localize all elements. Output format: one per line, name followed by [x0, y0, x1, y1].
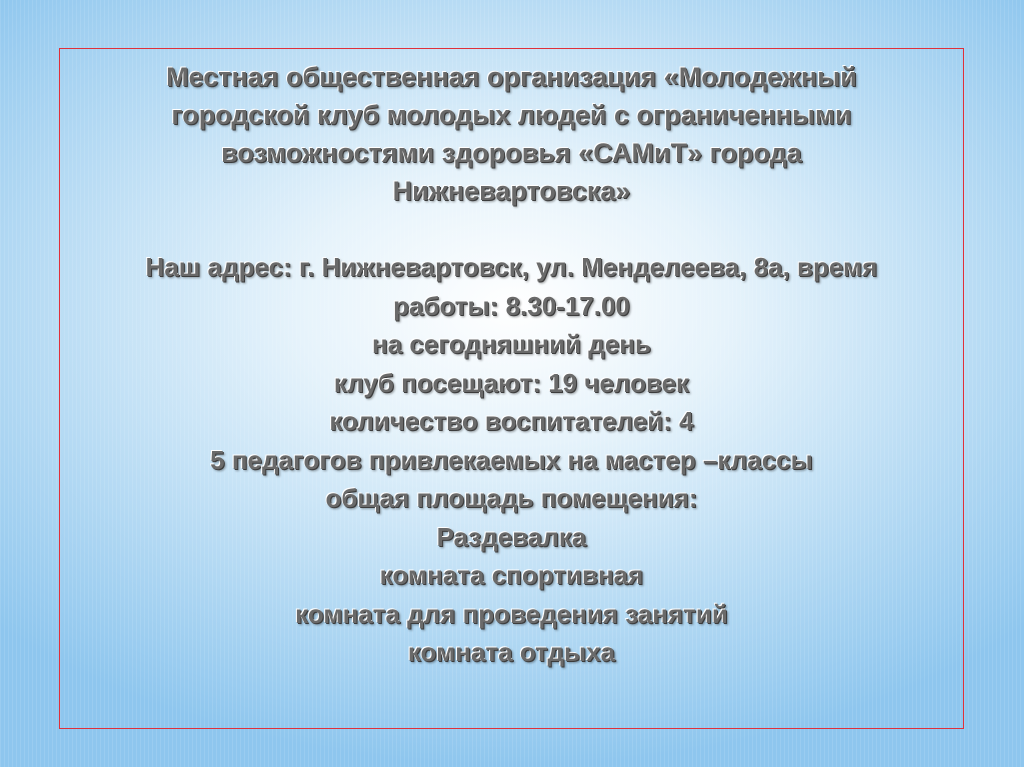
- room-classes: комната для проведения занятий: [295, 598, 728, 629]
- room-rest: комната отдыха: [407, 637, 616, 667]
- address-line-2: работы: 8.30-17.00: [393, 290, 630, 321]
- title-line-3: возможностями здоровья «САМиТ» города: [221, 138, 802, 168]
- title-line-4: Нижневартовска»: [392, 176, 631, 206]
- info-educators: количество воспитателей: 4: [329, 406, 694, 436]
- section-gap: [59, 210, 964, 248]
- info-teachers: 5 педагогов привлекаемых на мастер –классы: [210, 444, 813, 475]
- room-cloakroom: Раздевалка: [436, 521, 587, 552]
- info-today: на сегодняшний день: [372, 329, 651, 359]
- info-visitors: клуб посещают: 19 человек: [333, 367, 690, 398]
- title-line-1: Местная общественная организация «Молодежный: [166, 62, 857, 92]
- title-line-2: городской клуб молодых людей с ограниченными: [171, 100, 852, 130]
- info-area: общая площадь помещения:: [325, 483, 698, 513]
- slide-content: [59, 58, 964, 672]
- room-sport: комната спортивная: [379, 560, 644, 590]
- address-line-1: Наш адрес: г. Нижневартовск, ул. Менделеева, 8а, время: [145, 252, 878, 282]
